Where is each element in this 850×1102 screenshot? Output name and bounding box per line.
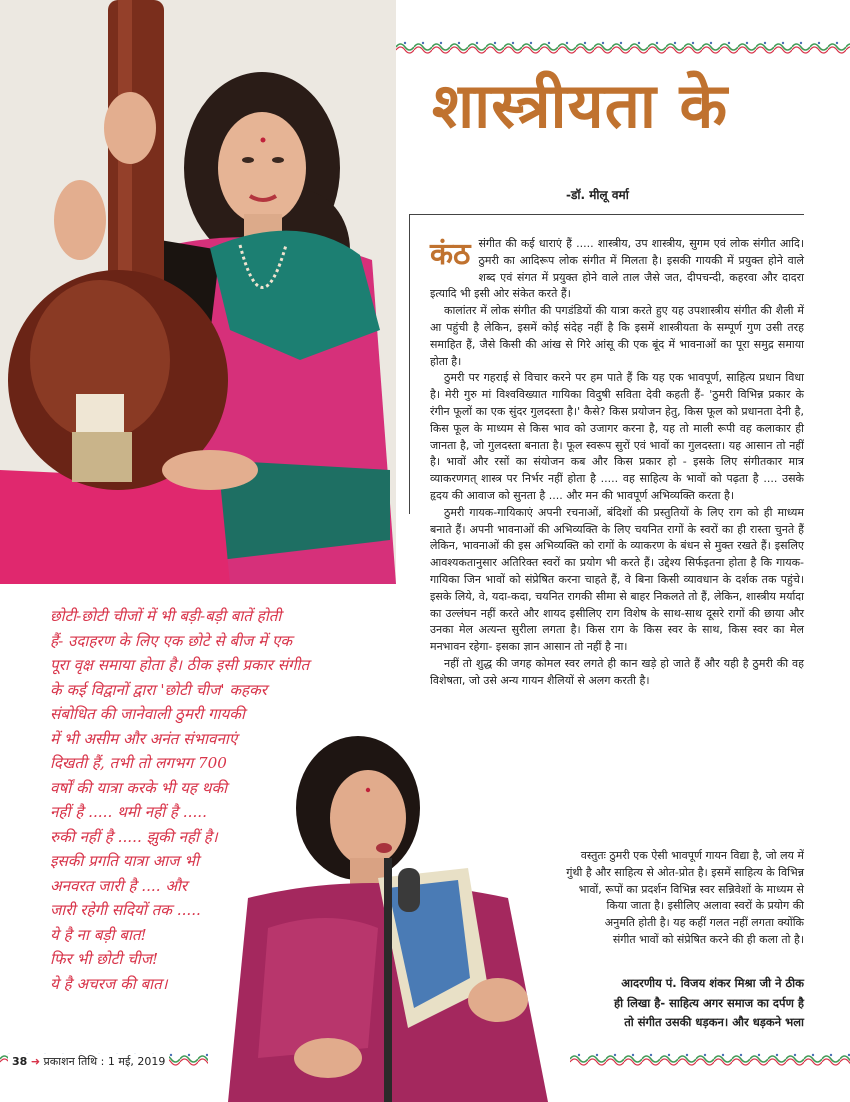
quote-line: नहीं है ..... थमी नहीं है ..... bbox=[50, 803, 207, 821]
frame-rule-horizontal bbox=[409, 214, 804, 215]
article-paragraph: कंठ संगीत की कई धाराएं हैं ..... शास्त्रीय, उप शास्त्रीय, सुगम एवं लोक संगीत आदि। ठुमरी का आदिरूप लोक संगीत में मिलता है। इसकी गायकी में प्रयुक्त होने वाले शब्द एवं संगत में प्रयुक्त होने वाले ताल जैसे जत, दीपचन्दी, कहरवा और दादरा इत्यादि भी इसी ओर संकेत करते हैं। bbox=[430, 237, 804, 301]
bold-line: आदरणीय पं. विजय शंकर मिश्रा जी ने ठीक bbox=[621, 976, 804, 990]
article-bold-closing bbox=[548, 974, 804, 1033]
author-byline: -डॉ. मीलू वर्मा bbox=[566, 188, 629, 202]
article-line: वस्तुतः ठुमरी एक ऐसी भावपूर्ण गायन विद्या है, जो लय में bbox=[580, 849, 804, 862]
article-paragraph: ठुमरी गायक-गायिकाएं अपनी रचनाओं, बंदिशों की प्रस्तुतियों के लिए राग को ही माध्यम बनाते हैं। अपनी भावनाओं की अभिव्यक्ति के लिए चयनित रागों के स्वरों का ही रास्ता चुनते हैं लेकिन, भावनाओं की इस अभिव्यक्ति को रागों के व्याकरण के बंधन से मुक्त रखते हैं। इसलिए आवश्यकतानुसार अतिरिक्त स्वरों का प्रयोग भी करते हैं। उद्देश्य सिर्फइतना होता है कि गायक-गायिका जिन भावों को संप्रेषित करना चाहते हैं, वे बिना किसी व्यावधान के दर्शक तक पहुंचे। इसके लिये, वे, यदा-कदा, चयनित रागकी सीमा से बाहर निकलते तो हैं, लेकिन, शास्त्रीय मर्यादा का उल्लंघन नहीं करते और शायद इसीलिए राग विशेष के साथ-साथ दूसरे रागों की छाया और उनका मेल अत्यन्त सुरीला लगता है। किस राग के किस स्वर के साथ, किस स्वर का मेल मनभावन रहेगा- इसका ज्ञान आसान तो नहीं है ना। bbox=[430, 505, 804, 654]
bold-line: ही लिखा है- साहित्य अगर समाज का दर्पण है bbox=[614, 995, 804, 1010]
quote-line: ये है अचरज की बात। bbox=[50, 974, 168, 993]
quote-line: अनवरत जारी है .... और bbox=[50, 876, 188, 895]
arrow-icon: ➜ bbox=[30, 1055, 41, 1068]
top-decorative-border bbox=[396, 40, 850, 54]
quote-line: दिखती हैं, तभी तो लगभग 700 bbox=[50, 754, 227, 772]
artist-with-tanpura-photo bbox=[0, 0, 396, 584]
article-line: अनुमति होती है। यह कहीं गलत नहीं लगता क्योंकि bbox=[604, 916, 804, 930]
article-line: गुंथी है और साहित्य से ओत-प्रोत है। इसमें साहित्य के विभिन्न bbox=[566, 865, 804, 879]
frame-rule-vertical bbox=[409, 214, 410, 514]
page-footer bbox=[8, 1054, 169, 1069]
article-body bbox=[430, 236, 804, 690]
article-paragraph: नहीं तो शुद्ध की जगह कोमल स्वर लगते ही कान खड़े हो जाते हैं और यही है ठुमरी की वह विशेषता, जो उसे अन्य गायन शैलियों से अलग करती है। bbox=[430, 656, 804, 687]
bold-line: तो संगीत उसकी धड़कन। और धड़कने भला bbox=[624, 1015, 804, 1029]
quote-line: वर्षों की यात्रा करके भी यह थकी bbox=[50, 778, 228, 797]
quote-line: पूरा वृक्ष समाया होता है। ठीक इसी प्रकार संगीत bbox=[50, 656, 310, 674]
quote-line: के कई विद्वानों द्वारा 'छोटी चीज' कहकर bbox=[50, 680, 267, 699]
quote-line: फिर भी छोटी चीज! bbox=[50, 950, 159, 968]
article-line: संगीत भावों को संप्रेषित करने की ही कला तो है। bbox=[612, 932, 804, 946]
quote-line: छोटी-छोटी चीजों में भी बड़ी-बड़ी बातें होती bbox=[50, 607, 282, 625]
drop-cap: कंठ bbox=[430, 237, 471, 272]
quote-line: हैं- उदाहरण के लिए एक छोटे से बीज में एक bbox=[50, 631, 293, 650]
article-paragraph: ठुमरी पर गहराई से विचार करने पर हम पाते हैं कि यह एक भावपूर्ण, साहित्य प्रधान विधा है। मेरी गुरु मां विश्वविख्यात गायिका विदुषी सविता देवी कहती हैं- 'ठुमरी विभिन्न प्रकार के रंगीन फूलों का एक सुंदर गुलदस्ता है।' कैसे? किस प्रयोजन हेतु, किस फूल को प्रधानता देनी है, किस फूल के माध्यम से किस भाव को उजागर करना है, यह तो माली रूपी वह कलाकार ही जानता है, जो गुलदस्ता बनाता है। फूल स्वरूप सुरों एवं भावों का गुलदस्ता। यह आसान तो नहीं है। भावों और रसों का संयोजन कब और किस प्रकार हो - इसके लिए संगीतकार मात्र व्याकरणगत् शास्त्र पर निर्भर नहीं होता है ..... वह साहित्य के भावों को पढ़ता है .... उसके हृदय की आवाज को सुनता है .... और मन की भावपूर्ण अभिव्यक्ति करता है। bbox=[430, 371, 804, 502]
article-line: किया जाता है। इसीलिए अलावा स्वरों के प्रयोग की bbox=[606, 899, 804, 913]
article-line: भावों, रूपों का प्रदर्शन विभिन्न स्वर सन्निवेशों के माध्यम से bbox=[578, 882, 804, 896]
quote-line: ये है ना बड़ी बात! bbox=[50, 925, 147, 944]
publication-date: प्रकाशन तिथि : 1 मई, 2019 bbox=[43, 1055, 166, 1068]
page-number: 38 bbox=[12, 1055, 28, 1068]
article-title: शास्त्रीयता के bbox=[432, 69, 729, 142]
article-paragraph: कालांतर में लोक संगीत की पगडंडियों की यात्रा करते हुए यह उपशास्त्रीय संगीत की शैली में आ पहुंची है लेकिन, इसमें कोई संदेह नहीं है कि इसमें शास्त्रीयता के सम्पूर्ण गुण उसी तरह समाहित हैं, जैसे किसी की आंख से गिरे आंसू की एक बूंद में भावनाओं का पूरा समुद्र समाया होता है। bbox=[430, 304, 804, 368]
quote-line: संबोधित की जानेवाली ठुमरी गायकी bbox=[50, 705, 245, 723]
singer-with-microphone-photo bbox=[208, 728, 570, 1102]
bottom-decorative-border-right bbox=[570, 1052, 850, 1066]
quote-line: रुकी नहीं है ..... झुकी नहीं है। bbox=[50, 827, 218, 846]
quote-line: इसकी प्रगति यात्रा आज भी bbox=[50, 852, 199, 870]
quote-line: में भी असीम और अनंत संभावनाएं bbox=[50, 729, 238, 748]
quote-line: जारी रहेगी सदियों तक ..... bbox=[50, 901, 201, 919]
